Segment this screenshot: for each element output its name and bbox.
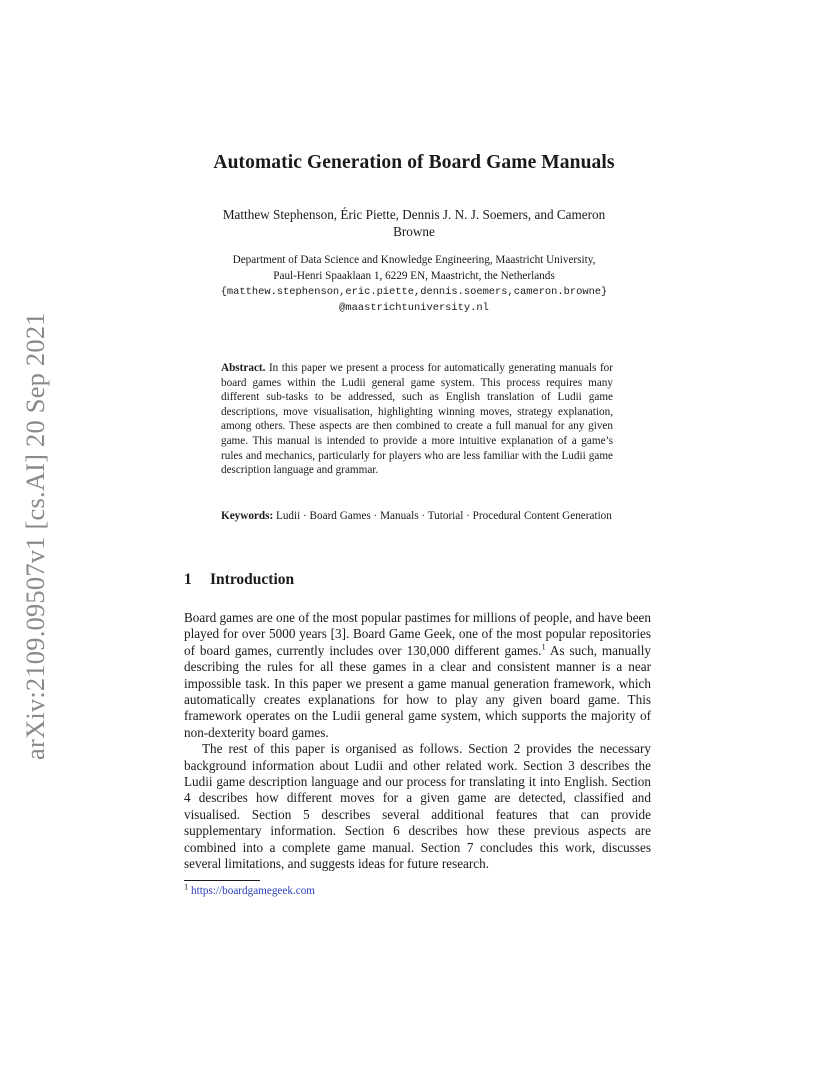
keywords-label: Keywords: <box>221 510 274 522</box>
paragraph-text: Board games are one of the most popular pastimes for millions of people, and have been played for over 5000 years [3]. Board Game Geek, one of the most popular repositories of board games, currently includes over 130,000 different games. <box>184 610 651 658</box>
paragraph <box>184 610 651 741</box>
keywords-text: Ludii · Board Games · Manuals · Tutorial · Procedural Content Generation <box>276 510 612 522</box>
section-title: Introduction <box>210 571 295 588</box>
paper-title: Automatic Generation of Board Game Manuals <box>213 152 615 173</box>
abstract-label: Abstract. <box>221 362 266 374</box>
abstract <box>221 361 613 478</box>
section-number: 1 <box>184 571 192 588</box>
authors-line-1: Matthew Stephenson, Éric Piette, Dennis J. N. J. Soemers, and Cameron <box>222 207 606 222</box>
affiliation-line-1: Department of Data Science and Knowledge Engineering, Maastricht University, <box>232 254 596 266</box>
paragraph: The rest of this paper is organised as follows. Section 2 provides the necessary background information about Ludii and other related work. Section 3 describes the Ludii game description language and our process for translating it into English. Section 4 describes how different moves for a given game are detected, classified and visualised. Section 5 describes several additional features that can provide supplementary information. Section 6 describes how these previous aspects are combined into a complete game manual. Section 7 concludes this work, discusses several limitations, and suggests ideas for future research. <box>184 741 651 872</box>
footnote-marker[interactable]: 1 <box>541 641 546 652</box>
footnote <box>184 881 316 898</box>
keywords <box>221 509 613 524</box>
author-list <box>190 206 638 240</box>
emails-line-1: {matthew.stephenson,eric.piette,dennis.soemers,cameron.browne} <box>220 286 608 298</box>
footnote-number: 1 <box>184 881 189 892</box>
abstract-text: In this paper we present a process for automatically generating manuals for board games within the Ludii general game system. This process requires many different sub-tasks to be addressed, such as English translation of Ludii game descriptions, move visualisation, highlighting winning moves, strategy explanation, among others. These aspects are then combined to create a full manual for any given game. This manual is intended to provide a more intuitive explanation of a game’s rules and mechanics, particularly for players who are less familiar with the Ludii game description language and grammar. <box>221 362 614 477</box>
footnote-link[interactable]: https://boardgamegeek.com <box>191 885 316 897</box>
introduction-body <box>184 610 651 873</box>
footnote-divider <box>184 880 260 881</box>
authors-line-2: Browne <box>393 224 435 239</box>
arxiv-identifier[interactable]: arXiv:2109.09507v1 [cs.AI] 20 Sep 2021 <box>20 312 50 760</box>
emails-line-2: @maastrichtuniversity.nl <box>339 302 489 314</box>
affiliation-block <box>150 252 678 316</box>
affiliation-line-2: Paul-Henri Spaaklaan 1, 6229 EN, Maastricht, the Netherlands <box>273 270 555 282</box>
section-heading-introduction <box>184 571 294 589</box>
paragraph-text: As such, manually describing the rules for all these games in a clear and consistent manner is a near impossible task. In this paper we present a game manual generation framework, which automatically creates explanations for how to play any given board game. This framework operates on the Ludii general game system, which supports the majority of non-dexterity board games. <box>184 642 651 740</box>
